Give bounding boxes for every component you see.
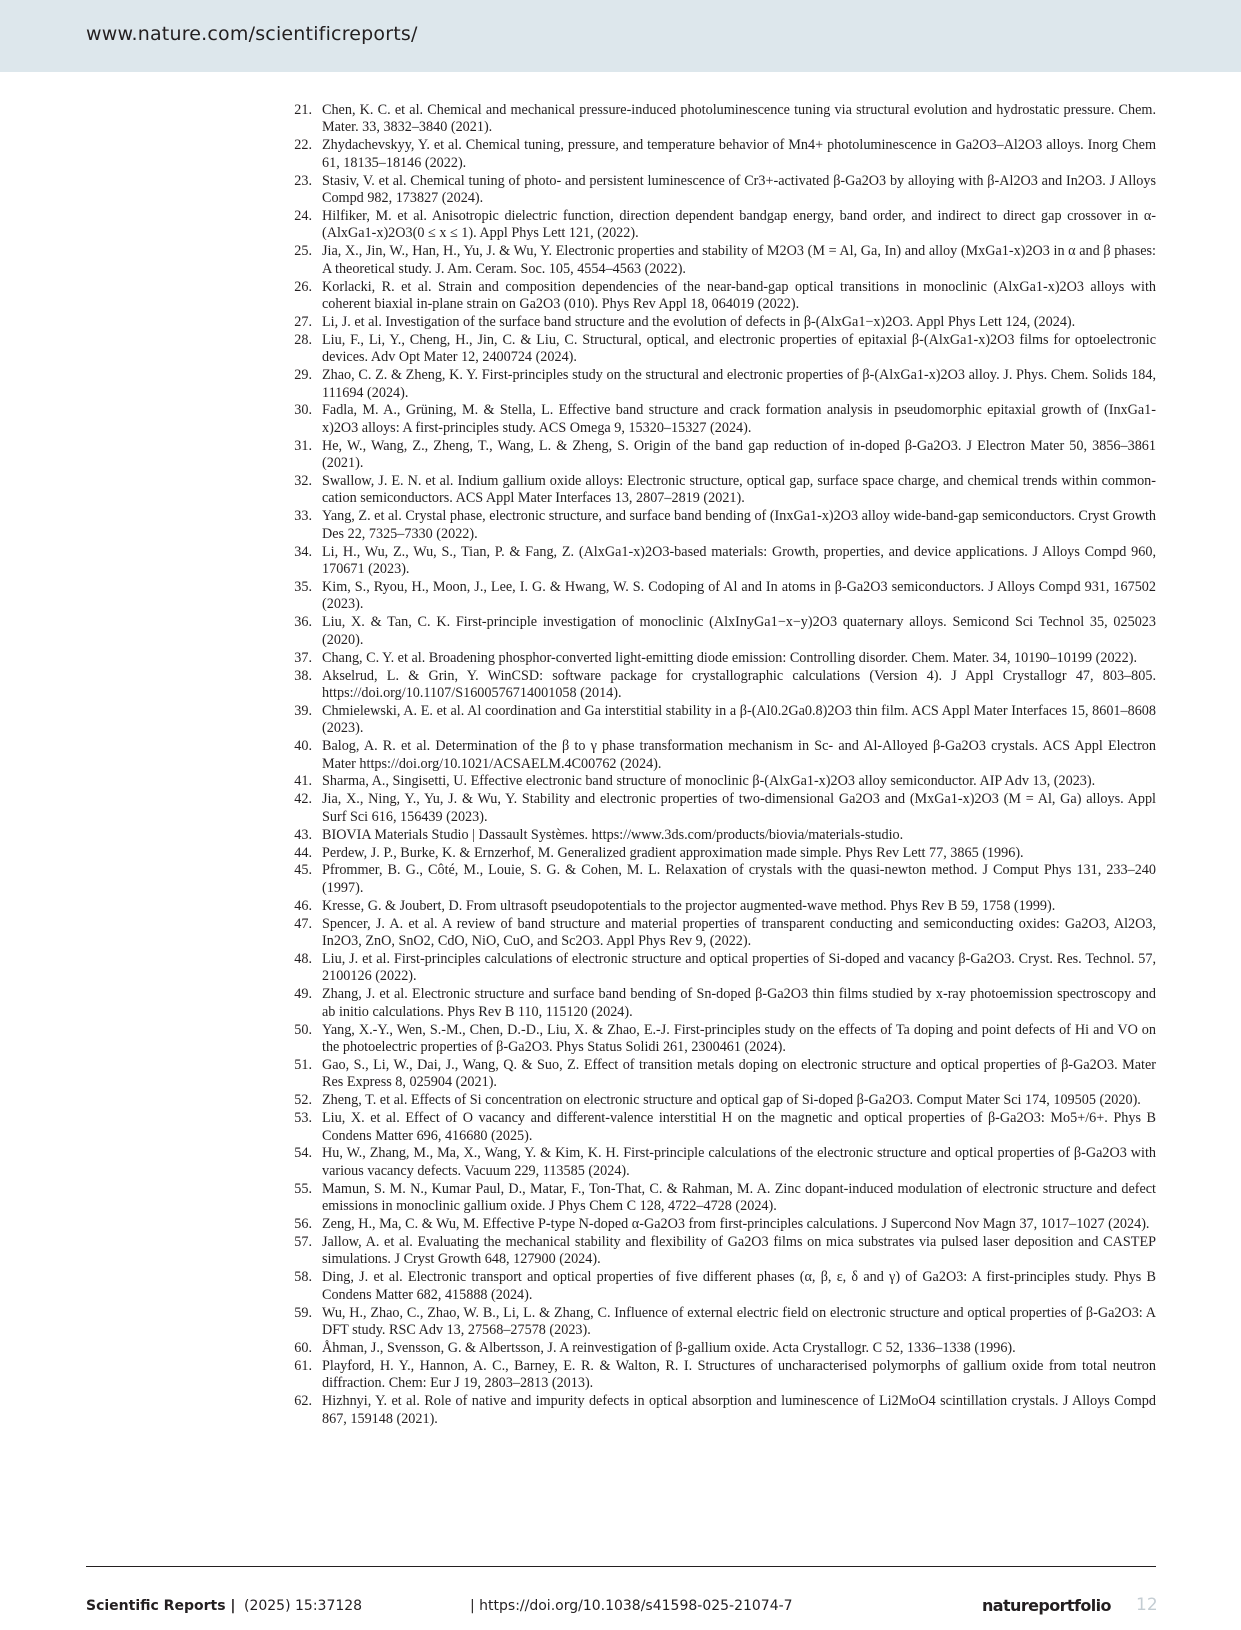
reference-item <box>294 897 1156 915</box>
reference-number: 48. <box>294 951 312 967</box>
reference-number: 31. <box>294 437 312 454</box>
reference-text: Liu, X. & Tan, C. K. First-principle investigation of monoclinic (AlxInyGa1−x−y)2O3 quaternary alloys. Semicond Sci Technol 35, 025023 (2020). <box>322 614 1156 648</box>
reference-text: Chen, K. C. et al. Chemical and mechanical pressure-induced photoluminescence tuning via structural evolution and hydrostatic pressure. Chem. Mater. 33, 3832–3840 (2021). <box>322 102 1156 136</box>
reference-text: Zheng, T. et al. Effects of Si concentration on electronic structure and optical gap of Si-doped β-Ga2O3. Comput Mater Sci 174, 109505 (2020). <box>322 1092 1141 1109</box>
reference-number: 37. <box>294 649 312 666</box>
reference-number: 49. <box>294 986 312 1003</box>
reference-text: Zhang, J. et al. Electronic structure and surface band bending of Sn-doped β-Ga2O3 thin films studied by x-ray photoemission spectroscopy and ab initio calculations. Phys Rev B 110, 115120 (2024). <box>322 986 1156 1020</box>
reference-text: Spencer, J. A. et al. A review of band structure and material properties of transparent conducting and semiconducting oxides: Ga2O3, Al2O3, In2O3, ZnO, SnO2, CdO, NiO, CuO, and Sc2O3. Appl Phys Rev 9, (2022). <box>322 915 1156 950</box>
reference-number: 39. <box>294 702 312 719</box>
reference-item <box>294 951 1156 986</box>
reference-text: Zhydachevskyy, Y. et al. Chemical tuning, pressure, and temperature behavior of Mn4+ photoluminescence in Ga2O3–Al2O3 alloys. Inorg Chem 61, 18135–18146 (2022). <box>322 137 1156 171</box>
reference-item <box>294 1092 1156 1109</box>
reference-number: 32. <box>294 473 312 490</box>
reference-text: Akselrud, L. & Grin, Y. WinCSD: software package for crystallographic calculations (Version 4). J Appl Crystallogr 47, 803–805. https://doi.org/10.1107/S1600576714001058 (2014). <box>322 667 1156 701</box>
reference-item <box>294 738 1156 773</box>
reference-number: 55. <box>294 1180 312 1197</box>
reference-item <box>294 1056 1156 1092</box>
reference-text: Playford, H. Y., Hannon, A. C., Barney, E. R. & Walton, R. I. Structures of uncharacterised polymorphs of gallium oxide from total neutron diffraction. Chem: Eur J 19, 2803–2813 (2013). <box>322 1357 1156 1392</box>
reference-number: 52. <box>294 1092 312 1109</box>
reference-number: 42. <box>294 791 312 808</box>
reference-text: Liu, X. et al. Effect of O vacancy and different-valence interstitial H on the magnetic and optical properties of β-Ga2O3: Mo5+/6+. Phys B Condens Matter 696, 416680 (2025). <box>322 1110 1156 1144</box>
reference-number: 41. <box>294 773 312 790</box>
reference-number: 35. <box>294 578 312 595</box>
reference-item <box>294 243 1156 278</box>
reference-number: 51. <box>294 1056 312 1073</box>
reference-item <box>294 508 1156 543</box>
reference-number: 47. <box>294 915 312 932</box>
reference-item <box>294 278 1156 314</box>
reference-item <box>294 402 1156 437</box>
reference-item <box>294 773 1156 790</box>
reference-text: Jia, X., Jin, W., Han, H., Yu, J. & Wu, Y. Electronic properties and stability of M2O3 (M = Al, Ga, In) and alloy (MxGa1-x)2O3 in α and β phases: A theoretical study. J. Am. Ceram. Soc. 105, 4554–4563 (2022). <box>322 243 1156 277</box>
reference-number: 44. <box>294 844 312 861</box>
reference-number: 56. <box>294 1216 312 1233</box>
reference-text: Yang, X.-Y., Wen, S.-M., Chen, D.-D., Liu, X. & Zhao, E.-J. First-principles study on the effects of Ta doping and point defects of Hi and VO on the photoelectric properties of β-Ga2O3. Phys Status Solidi 261, 2300461 (2024). <box>322 1021 1156 1056</box>
reference-text: Zeng, H., Ma, C. & Wu, M. Effective P-type N-doped α-Ga2O3 from first-principles calculations. J Supercond Nov Magn 37, 1017–1027 (2024). <box>322 1216 1150 1233</box>
reference-list <box>294 102 1156 1428</box>
reference-item <box>294 826 1156 844</box>
reference-item <box>294 1110 1156 1145</box>
reference-number: 61. <box>294 1357 312 1374</box>
reference-number: 54. <box>294 1145 312 1162</box>
reference-text: Perdew, J. P., Burke, K. & Ernzerhof, M. Generalized gradient approximation made simple. Phys Rev Lett 77, 3865 (1996). <box>322 844 1024 861</box>
reference-item <box>294 649 1156 667</box>
reference-text: Åhman, J., Svensson, G. & Albertsson, J. A reinvestigation of β-gallium oxide. Acta Crystallogr. C 52, 1336–1338 (1996). <box>322 1339 1016 1356</box>
reference-number: 24. <box>294 207 312 224</box>
reference-number: 46. <box>294 897 312 914</box>
reference-number: 34. <box>294 543 312 560</box>
page-number: 12 <box>1136 1595 1158 1615</box>
site-url[interactable]: www.nature.com/scientificreports/ <box>86 23 418 45</box>
reference-text: Chang, C. Y. et al. Broadening phosphor-converted light-emitting diode emission: Controlling disorder. Chem. Mater. 34, 10190–10199 (2022). <box>322 649 1138 666</box>
reference-item <box>294 1216 1156 1233</box>
reference-number: 38. <box>294 667 312 684</box>
doi-link[interactable]: | https://doi.org/10.1038/s41598-025-21074-7 <box>470 1598 793 1614</box>
reference-text: Swallow, J. E. N. et al. Indium gallium oxide alloys: Electronic structure, optical gap, surface space charge, and chemical trends within common-cation semiconductors. ACS Appl Mater Interfaces 13, 2807–2819 (2021). <box>322 473 1156 507</box>
reference-text: He, W., Wang, Z., Zheng, T., Wang, L. & Zheng, S. Origin of the band gap reduction of in-doped β-Ga2O3. J Electron Mater 50, 3856–3861 (2021). <box>322 437 1156 472</box>
reference-text: Mamun, S. M. N., Kumar Paul, D., Matar, F., Ton-That, C. & Rahman, M. A. Zinc dopant-induced modulation of electronic structure and defect emissions in monoclinic gallium oxide. J Phys Chem C 128, 4722–4728 (2024). <box>322 1180 1156 1215</box>
reference-text: Zhao, C. Z. & Zheng, K. Y. First-principles study on the structural and electronic properties of β-(AlxGa1-x)2O3 alloy. J. Phys. Chem. Solids 184, 111694 (2024). <box>322 367 1156 401</box>
reference-number: 25. <box>294 243 312 260</box>
header-bar <box>0 0 1241 72</box>
reference-item <box>294 367 1156 402</box>
reference-text: Liu, F., Li, Y., Cheng, H., Jin, C. & Liu, C. Structural, optical, and electronic properties of epitaxial β-(AlxGa1-x)2O3 films for optoelectronic devices. Adv Opt Mater 12, 2400724 (2024). <box>322 331 1156 366</box>
publisher-logo: natureportfolio <box>982 1596 1111 1615</box>
reference-item <box>294 1145 1156 1180</box>
reference-number: 58. <box>294 1269 312 1286</box>
journal-name: Scientific Reports | <box>86 1598 236 1614</box>
footer-divider <box>86 1566 1156 1567</box>
reference-item <box>294 1180 1156 1216</box>
reference-text: Fadla, M. A., Grüning, M. & Stella, L. Effective band structure and crack formation analysis in pseudomorphic epitaxial growth of (InxGa1-x)2O3 alloys: A first-principles study. ACS Omega 9, 15320–15327 (2024). <box>322 402 1156 436</box>
reference-text: Jia, X., Ning, Y., Yu, J. & Wu, Y. Stability and electronic properties of two-dimensional Ga2O3 and (MxGa1-x)2O3 (M = Al, Ga) alloys. Appl Surf Sci 616, 156439 (2023). <box>322 791 1156 825</box>
reference-text: Li, J. et al. Investigation of the surface band structure and the evolution of defects in β-(AlxGa1−x)2O3. Appl Phys Lett 124, (2024). <box>322 313 1076 330</box>
reference-item <box>294 844 1156 862</box>
reference-text: Li, H., Wu, Z., Wu, S., Tian, P. & Fang, Z. (AlxGa1-x)2O3-based materials: Growth, properties, and device applications. J Alloys Compd 960, 170671 (2023). <box>322 543 1156 578</box>
reference-text: Pfrommer, B. G., Côté, M., Louie, S. G. & Cohen, M. L. Relaxation of crystals with the quasi-newton method. J Comput Phys 131, 233–240 (1997). <box>322 862 1156 896</box>
reference-text: Hizhnyi, Y. et al. Role of native and impurity defects in optical absorption and luminescence of Li2MoO4 scintillation crystals. J Alloys Compd 867, 159148 (2021). <box>322 1393 1156 1427</box>
reference-item <box>294 1339 1156 1357</box>
reference-text: Korlacki, R. et al. Strain and composition dependencies of the near-band-gap optical transitions in monoclinic (AlxGa1-x)2O3 alloys with coherent biaxial in-plane strain on Ga2O3 (010). Phys Rev Appl 18, 064019 (2022). <box>322 278 1156 312</box>
reference-text: Kim, S., Ryou, H., Moon, J., Lee, I. G. & Hwang, W. S. Codoping of Al and In atoms in β-Ga2O3 semiconductors. J Alloys Compd 931, 167502 (2023). <box>322 578 1156 613</box>
reference-text: Stasiv, V. et al. Chemical tuning of photo- and persistent luminescence of Cr3+-activated β-Ga2O3 by alloying with β-Al2O3 and In2O3. J Alloys Compd 982, 173827 (2024). <box>322 172 1156 207</box>
reference-item <box>294 1234 1156 1269</box>
reference-item <box>294 578 1156 614</box>
reference-item <box>294 1021 1156 1057</box>
year-volume: (2025) 15:37128 <box>244 1598 363 1614</box>
reference-text: BIOVIA Materials Studio | Dassault Systèmes. https://www.3ds.com/products/biovia/materials-studio. <box>322 826 904 843</box>
reference-item <box>294 986 1156 1021</box>
reference-item <box>294 667 1156 703</box>
reference-item <box>294 543 1156 579</box>
reference-number: 21. <box>294 102 312 118</box>
reference-text: Yang, Z. et al. Crystal phase, electronic structure, and surface band bending of (InxGa1-x)2O3 alloy wide-band-gap semiconductors. Cryst Growth Des 22, 7325–7330 (2022). <box>322 508 1156 542</box>
reference-text: Jallow, A. et al. Evaluating the mechanical stability and flexibility of Ga2O3 films on mica substrates via pulsed laser deposition and CASTEP simulations. J Cryst Growth 648, 127900 (2024). <box>322 1234 1156 1268</box>
reference-item <box>294 437 1156 473</box>
reference-number: 22. <box>294 137 312 154</box>
reference-number: 60. <box>294 1339 312 1356</box>
page-footer <box>86 1595 1158 1622</box>
reference-item <box>294 1357 1156 1393</box>
reference-text: Wu, H., Zhao, C., Zhao, W. B., Li, L. & Zhang, C. Influence of external electric field on electronic structure and optical properties of β-Ga2O3: A DFT study. RSC Adv 13, 27568–27578 (2023). <box>322 1304 1156 1339</box>
reference-item <box>294 862 1156 897</box>
reference-text: Sharma, A., Singisetti, U. Effective electronic band structure of monoclinic β-(AlxGa1-x)2O3 alloy semiconductor. AIP Adv 13, (2023). <box>322 773 1096 790</box>
reference-number: 62. <box>294 1393 312 1410</box>
reference-item <box>294 1269 1156 1304</box>
reference-number: 23. <box>294 172 312 189</box>
reference-item <box>294 473 1156 508</box>
reference-text: Ding, J. et al. Electronic transport and optical properties of five different phases (α, β, ε, δ and γ) of Ga2O3: A first-principles study. Phys B Condens Matter 682, 415888 (2024). <box>322 1269 1156 1303</box>
reference-text: Liu, J. et al. First-principles calculations of electronic structure and optical properties of Si-doped and vacancy β-Ga2O3. Cryst. Res. Technol. 57, 2100126 (2022). <box>322 951 1156 985</box>
reference-item <box>294 102 1156 137</box>
reference-item <box>294 614 1156 649</box>
reference-number: 26. <box>294 278 312 295</box>
reference-text: Kresse, G. & Joubert, D. From ultrasoft pseudopotentials to the projector augmented-wave method. Phys Rev B 59, 1758 (1999). <box>322 897 1056 914</box>
reference-item <box>294 331 1156 367</box>
reference-number: 45. <box>294 862 312 879</box>
reference-item <box>294 1304 1156 1340</box>
reference-text: Hilfiker, M. et al. Anisotropic dielectric function, direction dependent bandgap energy, band order, and indirect to direct gap crossover in α-(AlxGa1-x)2O3(0 ≤ x ≤ 1). Appl Phys Lett 121, (2022). <box>322 207 1156 242</box>
reference-text: Chmielewski, A. E. et al. Al coordination and Ga interstitial stability in a β-(Al0.2Ga0.8)2O3 thin film. ACS Appl Mater Interfaces 15, 8601–8608 (2023). <box>322 702 1156 737</box>
reference-item <box>294 313 1156 331</box>
reference-number: 30. <box>294 402 312 419</box>
reference-number: 28. <box>294 331 312 348</box>
reference-item <box>294 172 1156 208</box>
reference-text: Hu, W., Zhang, M., Ma, X., Wang, Y. & Kim, K. H. First-principle calculations of the electronic structure and optical properties of β-Ga2O3 with various vacancy defects. Vacuum 229, 113585 (2024). <box>322 1145 1156 1179</box>
reference-number: 27. <box>294 313 312 330</box>
reference-number: 59. <box>294 1304 312 1321</box>
reference-number: 36. <box>294 614 312 631</box>
reference-text: Balog, A. R. et al. Determination of the β to γ phase transformation mechanism in Sc- and Al-Alloyed β-Ga2O3 crystals. ACS Appl Electron Mater https://doi.org/10.1021/ACSAELM.4C00762 (2024). <box>322 738 1156 772</box>
reference-item <box>294 702 1156 738</box>
reference-number: 40. <box>294 738 312 755</box>
reference-item <box>294 1393 1156 1428</box>
reference-number: 53. <box>294 1110 312 1127</box>
reference-number: 29. <box>294 367 312 384</box>
reference-number: 57. <box>294 1234 312 1250</box>
reference-number: 50. <box>294 1021 312 1038</box>
reference-item <box>294 915 1156 951</box>
reference-item <box>294 137 1156 172</box>
reference-item <box>294 207 1156 243</box>
reference-number: 33. <box>294 508 312 525</box>
reference-text: Gao, S., Li, W., Dai, J., Wang, Q. & Suo, Z. Effect of transition metals doping on electronic structure and optical properties of β-Ga2O3. Mater Res Express 8, 025904 (2021). <box>322 1056 1156 1091</box>
reference-item <box>294 791 1156 826</box>
reference-number: 43. <box>294 826 312 843</box>
